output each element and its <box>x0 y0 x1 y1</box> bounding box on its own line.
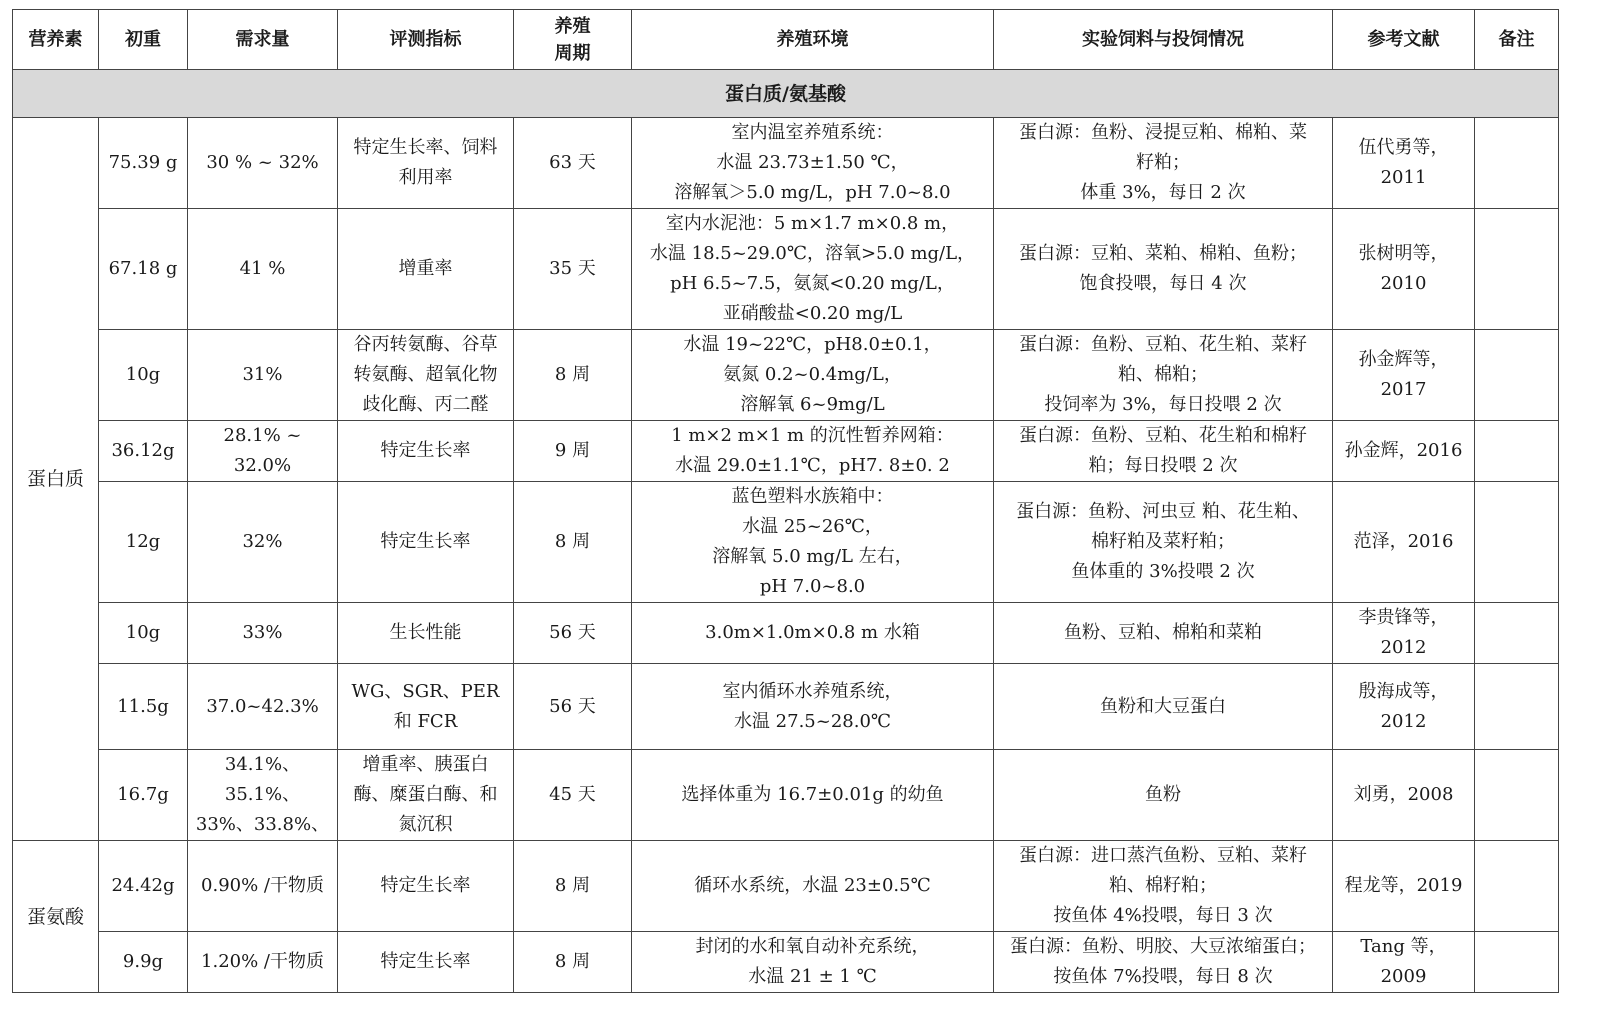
requirement-cell-line: 41 % <box>239 258 286 279</box>
indicator-cell-line: 氮沉积 <box>398 814 453 835</box>
feed-cell-line: 体重 3%，每日 2 次 <box>1080 182 1246 203</box>
feed-cell-line: 棉籽粕及菜籽粕； <box>1091 531 1235 552</box>
nutrient-cell: 蛋氨酸 <box>13 841 99 993</box>
feed-cell-line: 蛋白源：豆粕、菜粕、棉粕、鱼粉； <box>1019 243 1307 264</box>
feed-cell <box>994 664 1333 750</box>
environment-cell-line: 水温 21 ± 1 ℃ <box>748 966 877 987</box>
note-cell <box>1475 209 1559 330</box>
indicator-cell <box>338 330 514 421</box>
feed-cell-line: 蛋白源：进口蒸汽鱼粉、豆粕、菜籽 <box>1019 845 1307 866</box>
indicator-cell-line: 转氨酶、超氧化物 <box>353 364 498 385</box>
indicator-cell-line: 生长性能 <box>389 622 462 643</box>
feed-cell-line: 饱食投喂，每日 4 次 <box>1079 273 1247 294</box>
note-cell <box>1475 421 1559 482</box>
environment-cell <box>632 603 994 664</box>
note-cell <box>1475 664 1559 750</box>
requirement-cell <box>188 750 338 841</box>
requirement-cell <box>188 603 338 664</box>
environment-cell <box>632 330 994 421</box>
reference-cell-line: 2011 <box>1380 167 1427 188</box>
header-feed: 实验饲料与投饲情况 <box>994 10 1333 70</box>
header-initial-weight: 初重 <box>99 10 188 70</box>
feed-cell-line: 按鱼体 7%投喂，每日 8 次 <box>1053 966 1273 987</box>
environment-cell <box>632 841 994 932</box>
indicator-cell <box>338 603 514 664</box>
environment-cell-line: 3.0m×1.0m×0.8 m 水箱 <box>705 622 920 643</box>
note-cell <box>1475 482 1559 603</box>
environment-cell-line: 蓝色塑料水族箱中： <box>731 486 894 507</box>
environment-cell <box>632 209 994 330</box>
indicator-cell <box>338 750 514 841</box>
initial-weight-cell: 75.39 g <box>99 118 188 209</box>
reference-cell-line: Tang 等，2009 <box>1360 936 1447 987</box>
requirement-cell <box>188 932 338 993</box>
initial-weight-cell: 24.42g <box>99 841 188 932</box>
period-cell: 63 天 <box>514 118 632 209</box>
feed-cell-line: 蛋白源：鱼粉、河虫豆 粕、花生粕、 <box>1016 501 1310 522</box>
period-cell: 9 周 <box>514 421 632 482</box>
feed-cell-line: 投饲率为 3%，每日投喂 2 次 <box>1044 394 1282 415</box>
reference-cell-line: 伍代勇等， <box>1358 137 1449 158</box>
period-cell: 8 周 <box>514 932 632 993</box>
requirement-cell-line: 33%、33.8%、 <box>195 814 330 835</box>
reference-cell <box>1333 330 1475 421</box>
environment-cell-line: 溶解氧＞5.0 mg/L，pH 7.0~8.0 <box>674 182 951 203</box>
feed-cell <box>994 421 1333 482</box>
requirement-cell <box>188 482 338 603</box>
section-row <box>13 70 1559 118</box>
indicator-cell <box>338 664 514 750</box>
environment-cell <box>632 750 994 841</box>
header-requirement: 需求量 <box>188 10 338 70</box>
table-row <box>13 603 1559 664</box>
period-cell: 35 天 <box>514 209 632 330</box>
reference-cell <box>1333 421 1475 482</box>
reference-cell <box>1333 209 1475 330</box>
requirement-cell-line: 34.1%、35.1%、 <box>224 754 301 805</box>
reference-cell-line: 2012 <box>1380 710 1427 732</box>
table-row <box>13 421 1559 482</box>
table-row <box>13 482 1559 603</box>
feed-cell <box>994 932 1333 993</box>
nutrient-cell: 蛋白质 <box>13 118 99 841</box>
table-row <box>13 209 1559 330</box>
header-period <box>514 10 632 70</box>
table-row <box>13 841 1559 932</box>
table-row <box>13 330 1559 421</box>
requirement-cell-line: 33% <box>242 622 283 643</box>
feed-cell-line: 鱼粉、豆粕、棉粕和菜粕 <box>1064 622 1262 643</box>
indicator-cell-line: 酶、糜蛋白酶、和 <box>353 784 498 805</box>
indicator-cell <box>338 841 514 932</box>
indicator-cell-line: 利用率 <box>398 167 453 188</box>
environment-cell <box>632 932 994 993</box>
table-row <box>13 932 1559 993</box>
header-reference: 参考文献 <box>1333 10 1475 70</box>
indicator-cell-line: WG、SGR、PER <box>351 680 500 702</box>
requirement-cell <box>188 664 338 750</box>
requirement-cell-line: 31% <box>242 364 283 385</box>
indicator-cell <box>338 118 514 209</box>
indicator-cell-line: 歧化酶、丙二醛 <box>362 394 489 415</box>
indicator-cell-line: 增重率 <box>398 258 453 279</box>
reference-cell-line: 孙金辉等， <box>1358 349 1449 370</box>
indicator-cell-line: 增重率、胰蛋白 <box>362 754 489 775</box>
feed-cell-line: 蛋白源：鱼粉、豆粕、花生粕、菜籽 <box>1019 334 1307 355</box>
note-cell <box>1475 603 1559 664</box>
table-row <box>13 664 1559 750</box>
note-cell <box>1475 841 1559 932</box>
initial-weight-cell: 10g <box>99 603 188 664</box>
environment-cell-line: pH 6.5~7.5，氨氮<0.20 mg/L， <box>670 273 955 294</box>
environment-cell-line: 水温 27.5~28.0℃ <box>733 710 892 732</box>
environment-cell <box>632 421 994 482</box>
feed-cell-line: 籽粕； <box>1136 152 1190 173</box>
indicator-cell <box>338 209 514 330</box>
environment-cell-line: 亚硝酸盐<0.20 mg/L <box>722 303 903 324</box>
environment-cell-line: 室内温室养殖系统： <box>731 122 894 143</box>
table-row <box>13 750 1559 841</box>
feed-cell-line: 蛋白源：鱼粉、浸提豆粕、棉粕、菜 <box>1019 122 1307 143</box>
feed-cell <box>994 330 1333 421</box>
header-row <box>13 10 1559 70</box>
header-period-line: 周期 <box>554 42 591 64</box>
reference-cell-line: 2017 <box>1380 379 1427 400</box>
requirement-cell <box>188 209 338 330</box>
environment-cell-line: 选择体重为 16.7±0.01g 的幼鱼 <box>681 784 944 805</box>
reference-cell-line: 范泽，2016 <box>1353 531 1454 552</box>
environment-cell-line: 水温 18.5~29.0℃，溶氧>5.0 mg/L， <box>649 243 976 264</box>
feed-cell-line: 粕、棉籽粕； <box>1109 875 1217 896</box>
initial-weight-cell: 11.5g <box>99 664 188 750</box>
feed-cell-line: 鱼粉和大豆蛋白 <box>1100 695 1226 717</box>
period-cell: 56 天 <box>514 603 632 664</box>
reference-cell-line: 李贵锋等， <box>1358 607 1449 628</box>
initial-weight-cell: 36.12g <box>99 421 188 482</box>
environment-cell-line: 封闭的水和氧自动补充系统， <box>695 936 930 957</box>
header-environment: 养殖环境 <box>632 10 994 70</box>
note-cell <box>1475 750 1559 841</box>
initial-weight-cell: 12g <box>99 482 188 603</box>
environment-cell-line: 水温 25~26℃， <box>742 516 883 537</box>
environment-cell-line: 水温 29.0±1.1℃，pH7. 8±0. 2 <box>675 455 950 476</box>
indicator-cell-line: 特定生长率 <box>380 531 471 552</box>
environment-cell-line: 室内水泥池：5 m×1.7 m×0.8 m， <box>665 213 960 234</box>
indicator-cell <box>338 932 514 993</box>
period-cell: 8 周 <box>514 841 632 932</box>
environment-cell-line: 1 m×2 m×1 m 的沉性暂养网箱： <box>671 425 954 446</box>
environment-cell-line: 循环水系统，水温 23±0.5℃ <box>694 875 931 896</box>
period-cell: 56 天 <box>514 664 632 750</box>
period-cell: 8 周 <box>514 482 632 603</box>
note-cell <box>1475 330 1559 421</box>
requirement-cell-line: 0.90% /干物质 <box>201 875 324 896</box>
header-note: 备注 <box>1475 10 1559 70</box>
feed-cell <box>994 209 1333 330</box>
header-indicator: 评测指标 <box>338 10 514 70</box>
requirement-cell-line: 1.20% /干物质 <box>201 951 324 972</box>
requirement-cell <box>188 421 338 482</box>
feed-cell <box>994 118 1333 209</box>
period-cell: 45 天 <box>514 750 632 841</box>
indicator-cell-line: 谷丙转氨酶、谷草 <box>353 334 498 355</box>
reference-cell-line: 2010 <box>1380 273 1427 294</box>
requirement-cell-line: 37.0~42.3% <box>206 695 319 717</box>
initial-weight-cell: 9.9g <box>99 932 188 993</box>
reference-cell-line: 程龙等，2019 <box>1344 875 1463 896</box>
environment-cell <box>632 482 994 603</box>
requirement-cell <box>188 118 338 209</box>
initial-weight-cell: 16.7g <box>99 750 188 841</box>
reference-cell-line: 张树明等， <box>1358 243 1449 264</box>
reference-cell <box>1333 841 1475 932</box>
feed-cell <box>994 603 1333 664</box>
requirement-cell-line: 28.1% ~ 32.0% <box>223 425 302 476</box>
requirement-cell <box>188 330 338 421</box>
feed-cell-line: 按鱼体 4%投喂，每日 3 次 <box>1053 905 1273 926</box>
reference-cell-line: 孙金辉，2016 <box>1344 440 1463 461</box>
environment-cell <box>632 118 994 209</box>
feed-cell-line: 鱼粉 <box>1145 784 1181 805</box>
reference-cell <box>1333 932 1475 993</box>
environment-cell-line: 溶解氧 5.0 mg/L 左右， <box>712 546 913 567</box>
environment-cell-line: 水温 19~22℃，pH8.0±0.1， <box>683 334 942 355</box>
reference-cell <box>1333 603 1475 664</box>
section-title: 蛋白质/氨基酸 <box>13 70 1559 118</box>
environment-cell-line: 水温 23.73±1.50 ℃， <box>716 152 909 173</box>
note-cell <box>1475 932 1559 993</box>
requirement-cell-line: 32% <box>242 531 283 552</box>
initial-weight-cell: 10g <box>99 330 188 421</box>
environment-cell-line: 氨氮 0.2~0.4mg/L， <box>723 364 902 385</box>
header-nutrient: 营养素 <box>13 10 99 70</box>
requirement-cell-line: 30 % ~ 32% <box>206 152 319 173</box>
reference-cell <box>1333 118 1475 209</box>
feed-cell <box>994 482 1333 603</box>
note-cell <box>1475 118 1559 209</box>
nutrition-table-container <box>12 9 1559 993</box>
environment-cell-line: pH 7.0~8.0 <box>759 576 866 597</box>
environment-cell-line: 室内循环水养殖系统， <box>722 680 903 702</box>
reference-cell-line: 殷海成等， <box>1358 680 1449 702</box>
reference-cell <box>1333 482 1475 603</box>
feed-cell <box>994 841 1333 932</box>
reference-cell-line: 2012 <box>1380 637 1427 658</box>
indicator-cell <box>338 421 514 482</box>
environment-cell <box>632 664 994 750</box>
nutrition-requirement-table <box>12 9 1559 993</box>
environment-cell-line: 溶解氧 6~9mg/L <box>740 394 885 415</box>
indicator-cell-line: 特定生长率、饲料 <box>353 137 498 158</box>
reference-cell <box>1333 664 1475 750</box>
initial-weight-cell: 67.18 g <box>99 209 188 330</box>
feed-cell-line: 蛋白源：鱼粉、豆粕、花生粕和棉籽 <box>1019 425 1307 446</box>
indicator-cell <box>338 482 514 603</box>
indicator-cell-line: 和 FCR <box>393 710 458 732</box>
feed-cell <box>994 750 1333 841</box>
feed-cell-line: 粕、棉粕； <box>1118 364 1208 385</box>
indicator-cell-line: 特定生长率 <box>380 951 471 972</box>
reference-cell <box>1333 750 1475 841</box>
requirement-cell <box>188 841 338 932</box>
header-period-line: 养殖 <box>554 15 591 37</box>
reference-cell-line: 刘勇，2008 <box>1353 784 1454 805</box>
table-row <box>13 118 1559 209</box>
period-cell: 8 周 <box>514 330 632 421</box>
feed-cell-line: 蛋白源：鱼粉、明胶、大豆浓缩蛋白； <box>1010 936 1316 957</box>
indicator-cell-line: 特定生长率 <box>380 440 471 461</box>
feed-cell-line: 鱼体重的 3%投喂 2 次 <box>1071 561 1255 582</box>
feed-cell-line: 粕；每日投喂 2 次 <box>1088 455 1238 476</box>
indicator-cell-line: 特定生长率 <box>380 875 471 896</box>
